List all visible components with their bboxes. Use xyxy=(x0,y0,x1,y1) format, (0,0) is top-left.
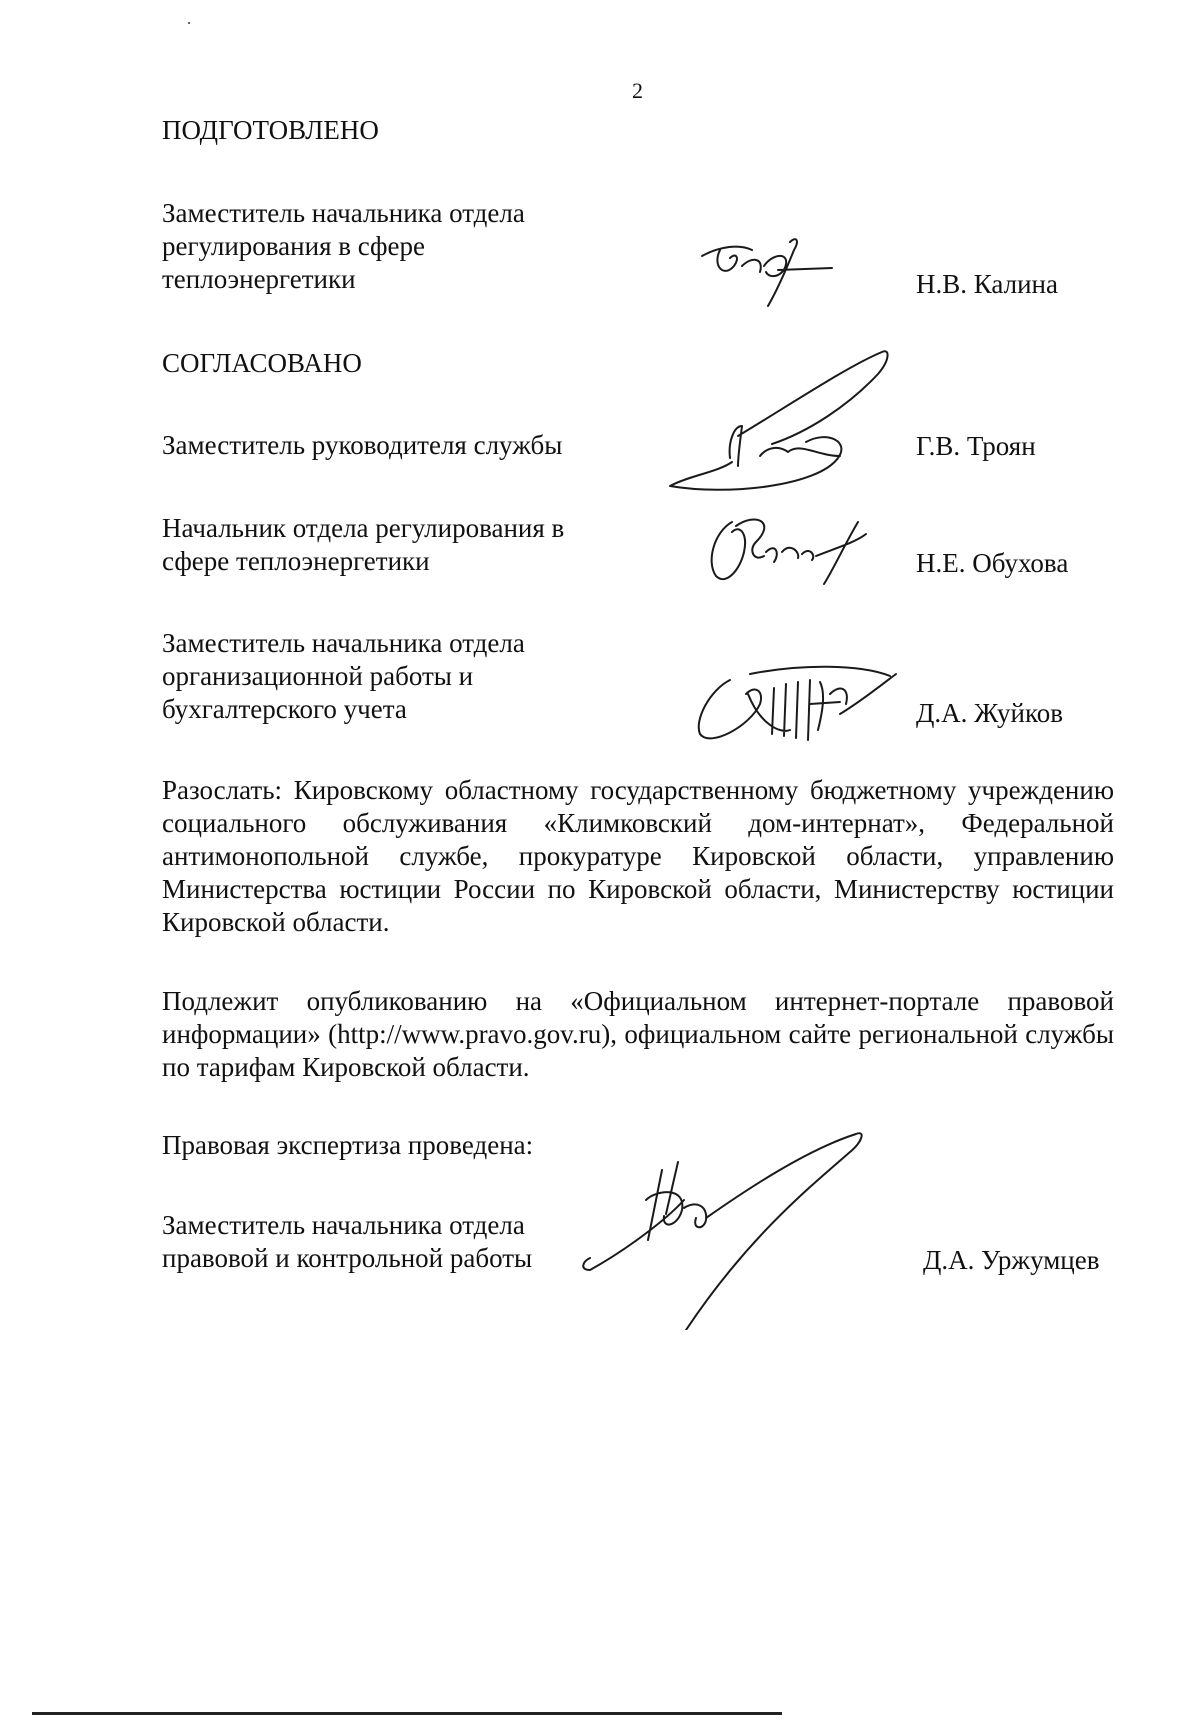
scan-speck xyxy=(188,22,190,24)
prepared-position: Заместитель начальника отдела регулирования в сфере теплоэнергетики xyxy=(162,198,525,294)
prepared-heading: ПОДГОТОВЛЕНО xyxy=(162,115,379,145)
agreed-position-3: Заместитель начальника отдела организационной работы и бухгалтерского учета xyxy=(162,628,525,724)
agreed-name-2: Н.Е. Обухова xyxy=(916,548,1069,578)
bottom-rule xyxy=(32,1712,782,1715)
agreed-position-1: Заместитель руководителя службы xyxy=(162,430,563,460)
legal-review-position: Заместитель начальника отдела правовой и контрольной работы xyxy=(162,1210,533,1273)
publication-note: Подлежит опубликованию на «Официальном интернет-портале правовой информации» (http://www.pravo.gov.ru), официальном сайте региональной службы по тарифам Кировской области. xyxy=(162,986,1114,1082)
signature-obukhova xyxy=(706,512,876,592)
signature-kalina xyxy=(690,236,850,316)
signature-urzhumtsev xyxy=(566,1130,876,1330)
agreed-name-3: Д.А. Жуйков xyxy=(916,698,1063,728)
agreed-position-2: Начальник отдела регулирования в сфере теплоэнергетики xyxy=(162,513,565,576)
agreed-heading: СОГЛАСОВАНО xyxy=(162,348,362,378)
signature-zhuykov xyxy=(690,664,910,754)
prepared-name: Н.В. Калина xyxy=(916,269,1058,299)
agreed-name-1: Г.В. Троян xyxy=(916,431,1036,461)
signature-troyan xyxy=(668,346,898,506)
legal-review-heading: Правовая экспертиза проведена: xyxy=(162,1130,534,1160)
distribution-list: Разослать: Кировскому областному государственному бюджетному учреждению социального обслуживания «Климковский дом-интернат», Федеральной антимонопольной службе, прокуратуре Кировской области, управлению Министерства юстиции России по Кировской области, Министерству юстиции Кировской области. xyxy=(162,775,1114,937)
page-number: 2 xyxy=(632,78,643,103)
legal-review-name: Д.А. Уржумцев xyxy=(923,1245,1100,1275)
